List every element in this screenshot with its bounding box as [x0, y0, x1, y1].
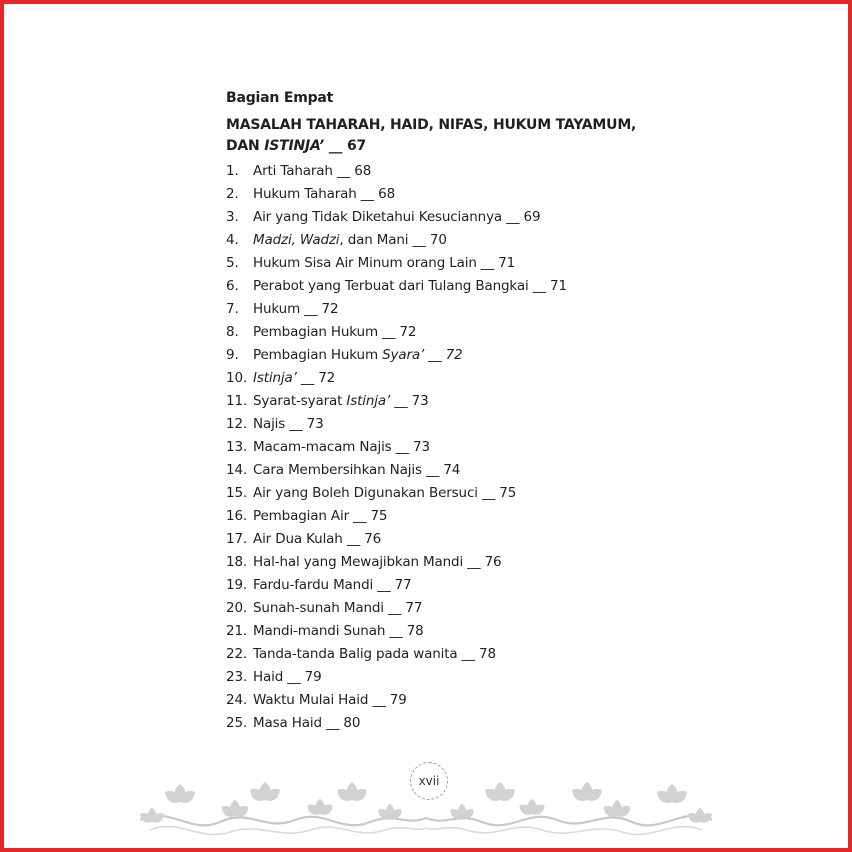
toc-entry-title: [253, 390, 429, 413]
toc-entry-number: 3.: [226, 209, 239, 225]
toc-entry-text: Pembagian Hukum __ 72: [253, 324, 417, 340]
toc-entry-number: 7.: [226, 301, 239, 317]
toc-entry: [226, 275, 646, 298]
toc-entry-text: Fardu-fardu Mandi __ 77: [253, 577, 412, 593]
chapter-title-prefix: DAN: [226, 138, 265, 154]
toc-entry-number: 14.: [226, 462, 248, 478]
toc-entry-title: [253, 229, 447, 252]
toc-entry: [226, 298, 646, 321]
toc-entry: [226, 436, 646, 459]
toc-entry-text: __ 72: [296, 370, 336, 386]
toc-entry-number: 8.: [226, 324, 239, 340]
toc-entry-number: 23.: [226, 669, 248, 685]
toc-entry: [226, 206, 646, 229]
chapter-title-line1: MASALAH TAHARAH, HAID, NIFAS, HUKUM TAYAMUM,: [226, 117, 637, 133]
toc-entry-title: [253, 666, 322, 689]
toc-entry-text: Syara’ __ 72: [382, 347, 463, 363]
toc-entry-number: 21.: [226, 623, 248, 639]
toc-entry: [226, 459, 646, 482]
toc-entry-number: 13.: [226, 439, 248, 455]
toc-entry-number: 20.: [226, 600, 248, 616]
chapter-title-italic: ISTINJA’: [264, 138, 325, 154]
toc-entry-title: [253, 183, 395, 206]
toc-entry-title: [253, 252, 515, 275]
toc-entry-title: [253, 505, 387, 528]
toc-entry-title: [253, 551, 501, 574]
toc-entry: [226, 712, 646, 735]
toc-entry-text: Air yang Boleh Digunakan Bersuci __ 75: [253, 485, 517, 501]
toc-entry-title: [253, 298, 338, 321]
page-number: xvii: [418, 774, 440, 788]
toc-entry-text: Air yang Tidak Diketahui Kesuciannya __ 69: [253, 209, 541, 225]
toc-entry-number: 24.: [226, 692, 248, 708]
toc-entry: [226, 321, 646, 344]
toc-entry-text: Pembagian Hukum: [253, 347, 383, 363]
toc-entry-text: Waktu Mulai Haid __ 79: [253, 692, 407, 708]
toc-entry-text: Tanda-tanda Balig pada wanita __ 78: [253, 646, 496, 662]
toc-entry-title: [253, 528, 381, 551]
toc-entry-text: Hukum Taharah __ 68: [253, 186, 396, 202]
toc-entry-title: [253, 275, 567, 298]
toc-entry-text: Istinja’: [253, 370, 297, 386]
toc-entry-number: 17.: [226, 531, 248, 547]
toc-entry-text: Arti Taharah __ 68: [253, 163, 372, 179]
toc-entry-text: __ 73: [390, 393, 429, 409]
toc-entry-title: [253, 689, 407, 712]
toc-entry: [226, 229, 646, 252]
toc-entry-text: Masa Haid __ 80: [253, 715, 361, 731]
toc-entry-title: [253, 321, 416, 344]
toc-entry-text: Macam-macam Najis __ 73: [253, 439, 430, 455]
toc-entry-title: [253, 367, 335, 390]
toc-entry-number: 5.: [226, 255, 239, 271]
toc-entry-text: Istinja’: [346, 393, 391, 409]
toc-entry: [226, 551, 646, 574]
toc-entry-text: Perabot yang Terbuat dari Tulang Bangkai __ 71: [253, 278, 567, 294]
toc-entry-text: Madzi, Wadzi: [253, 232, 340, 248]
toc-entry-number: 15.: [226, 485, 248, 501]
toc-entry-title: [253, 643, 496, 666]
toc-entry: [226, 643, 646, 666]
toc-entry: [226, 620, 646, 643]
toc-entry: [226, 482, 646, 505]
toc-entry-number: 2.: [226, 186, 239, 202]
toc-entry-title: [253, 712, 360, 735]
toc-entry: [226, 252, 646, 275]
toc-entry-title: [253, 574, 411, 597]
toc-entry: [226, 505, 646, 528]
toc-entry: [226, 160, 646, 183]
toc-entry-title: [253, 620, 424, 643]
toc-entry-number: 10.: [226, 370, 248, 386]
toc-entry: [226, 528, 646, 551]
toc-entry-text: Syarat-syarat: [253, 393, 347, 409]
toc-entry-title: [253, 597, 422, 620]
toc-entry-text: Sunah-sunah Mandi __ 77: [253, 600, 423, 616]
toc-entry-number: 18.: [226, 554, 248, 570]
toc-entry-title: [253, 160, 371, 183]
section-label: Bagian Empat: [226, 90, 334, 106]
toc-entry-number: 6.: [226, 278, 239, 294]
toc-entry-number: 22.: [226, 646, 248, 662]
toc-entry-text: , dan Mani __ 70: [339, 232, 447, 248]
page-footer: [140, 760, 712, 844]
toc-entry-number: 16.: [226, 508, 248, 524]
toc-entry: [226, 597, 646, 620]
toc-entry: [226, 689, 646, 712]
toc-entry: [226, 183, 646, 206]
toc-entry: [226, 666, 646, 689]
toc-entry-number: 12.: [226, 416, 248, 432]
toc-entry-text: Air Dua Kulah __ 76: [253, 531, 382, 547]
chapter-title: [226, 115, 646, 157]
toc-entry-number: 11.: [226, 393, 248, 409]
toc-entry-text: Cara Membersihkan Najis __ 74: [253, 462, 461, 478]
toc-entry-number: 9.: [226, 347, 239, 363]
chapter-title-page: __ 67: [324, 138, 367, 154]
toc-list: [226, 160, 646, 735]
toc-entry-title: [253, 413, 324, 436]
toc-entry-number: 25.: [226, 715, 248, 731]
toc-entry-title: [253, 206, 540, 229]
toc-entry-text: Hal-hal yang Mewajibkan Mandi __ 76: [253, 554, 502, 570]
toc-entry-title: [253, 436, 430, 459]
page-number-badge: [410, 762, 448, 800]
toc-entry-number: 1.: [226, 163, 239, 179]
toc-entry-text: Mandi-mandi Sunah __ 78: [253, 623, 424, 639]
toc-entry-number: 19.: [226, 577, 248, 593]
toc-page: [226, 88, 646, 735]
toc-entry-text: Haid __ 79: [253, 669, 322, 685]
toc-entry-text: Pembagian Air __ 75: [253, 508, 388, 524]
toc-entry-title: [253, 482, 516, 505]
toc-entry-number: 4.: [226, 232, 239, 248]
toc-entry-title: [253, 344, 463, 367]
toc-entry-text: Hukum Sisa Air Minum orang Lain __ 71: [253, 255, 516, 271]
toc-entry-title: [253, 459, 460, 482]
toc-entry: [226, 367, 646, 390]
toc-entry: [226, 344, 646, 367]
toc-entry-text: Hukum __ 72: [253, 301, 339, 317]
toc-entry: [226, 574, 646, 597]
toc-entry: [226, 413, 646, 436]
toc-entry: [226, 390, 646, 413]
toc-entry-text: Najis __ 73: [253, 416, 324, 432]
